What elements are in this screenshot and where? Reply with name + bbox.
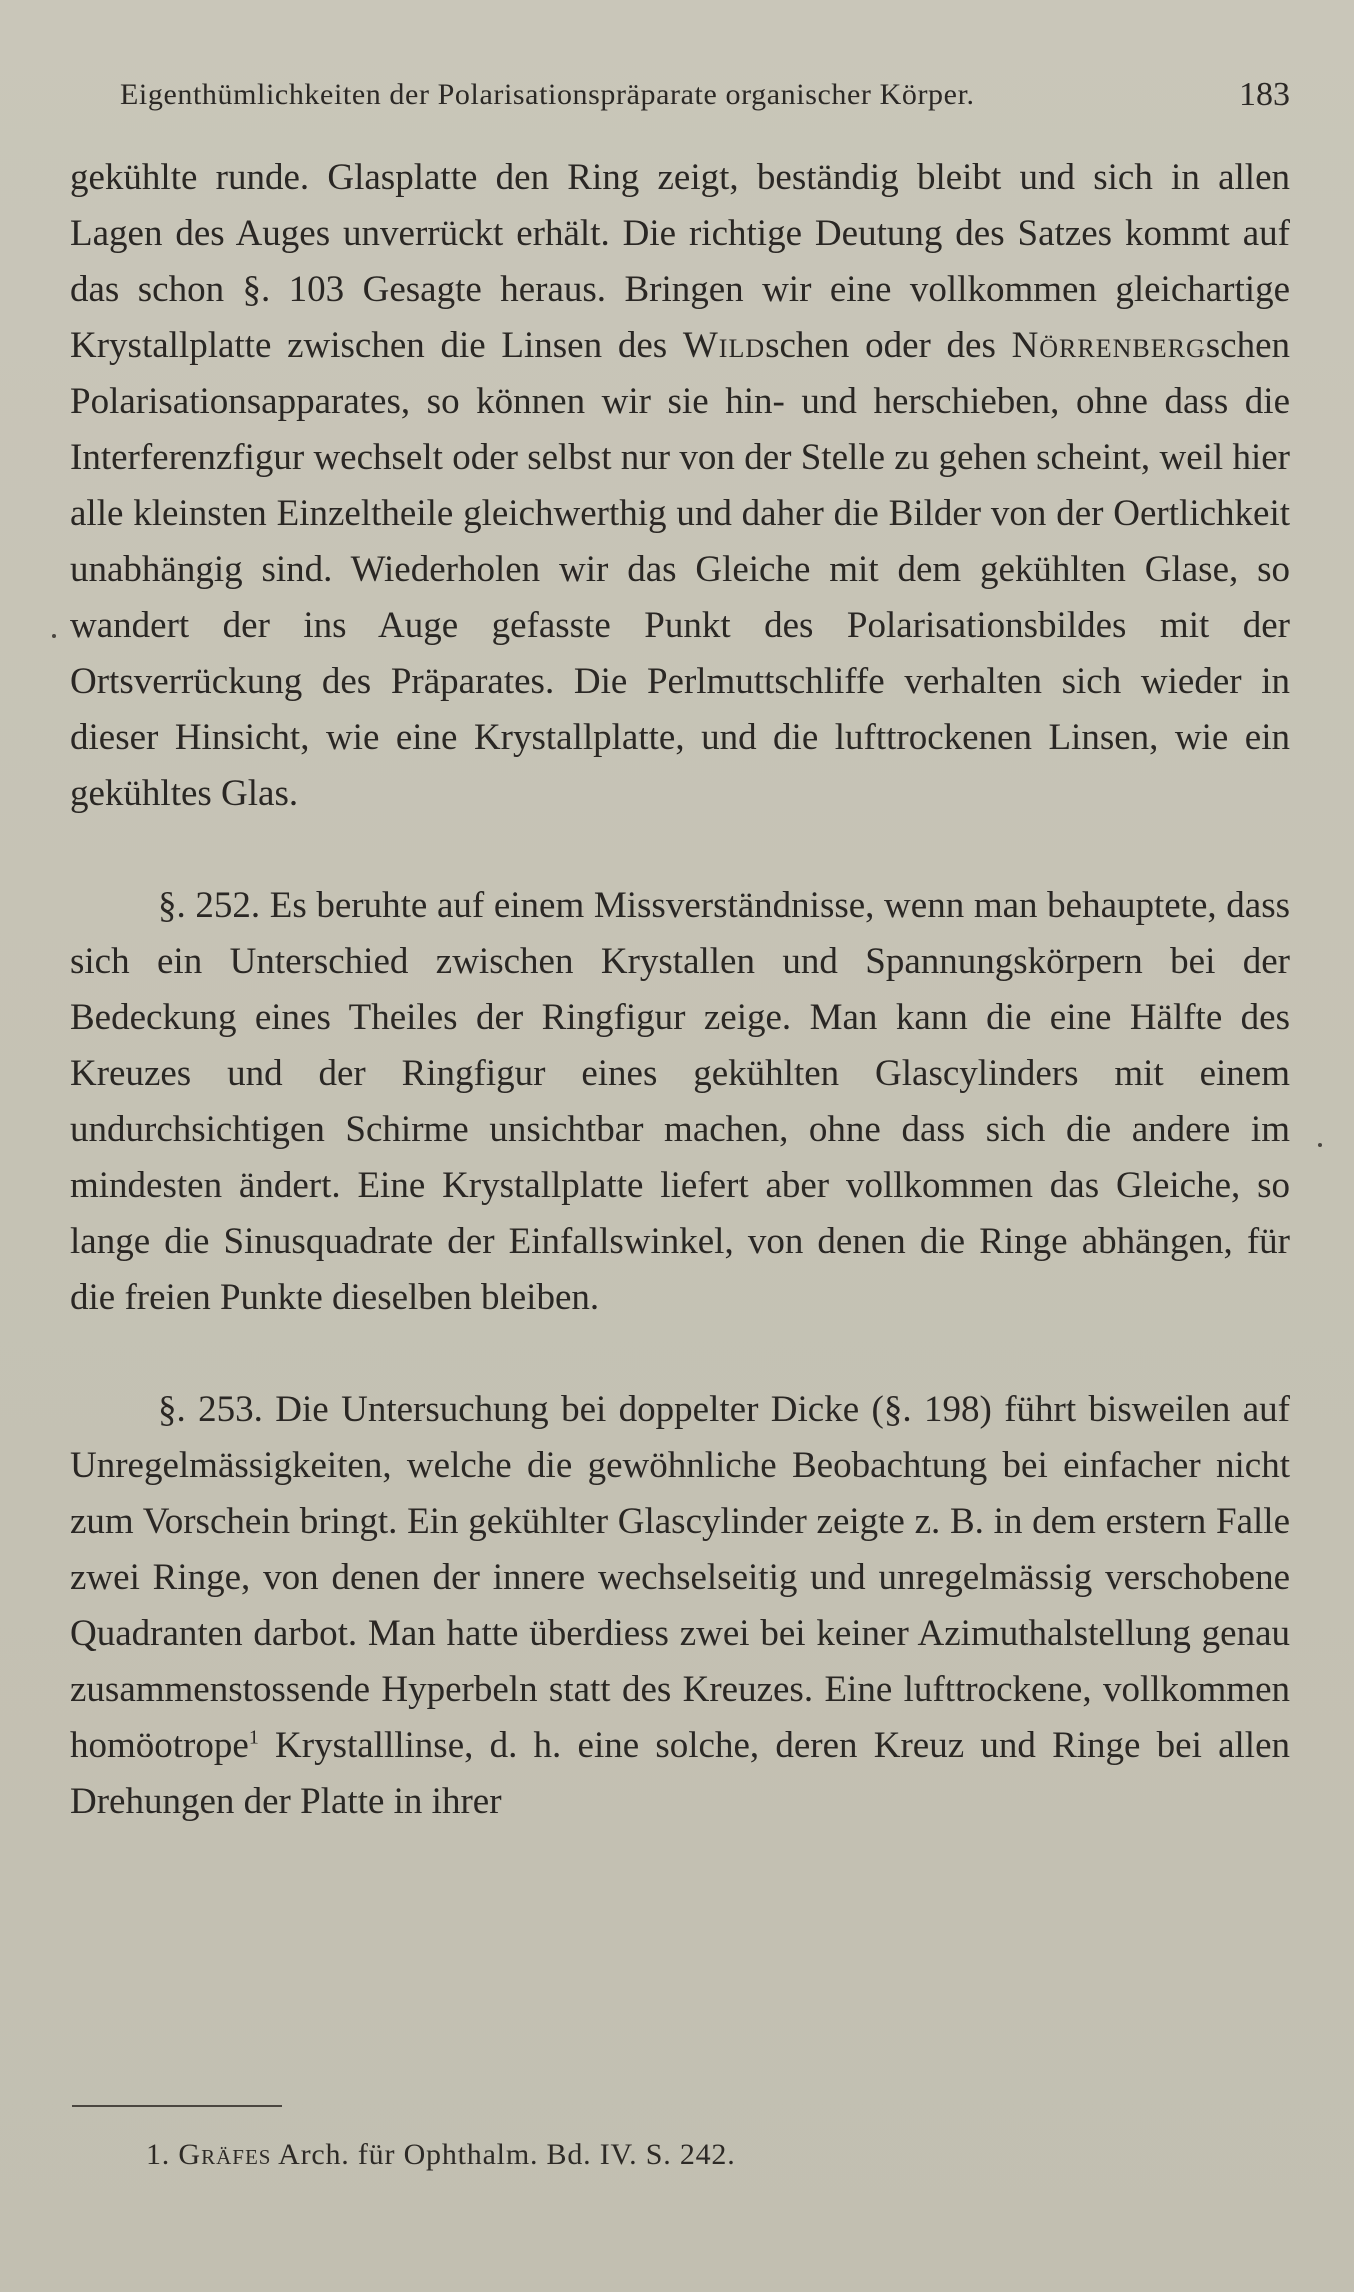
page-header xyxy=(120,78,1290,128)
margin-mark xyxy=(1318,1143,1322,1147)
footnote-number: 1. xyxy=(146,2138,171,2171)
paragraph-gap xyxy=(70,1326,1290,1382)
footnote-mark: 1 xyxy=(248,1726,259,1749)
footnote xyxy=(146,2138,736,2172)
paragraph-gap xyxy=(70,822,1290,878)
paragraph-text: Krystalllinse, d. h. eine solche, deren Kreuz und Ringe bei allen Drehungen der Platte in ihrer xyxy=(70,1725,1290,1822)
name-wild: Wild xyxy=(682,325,766,366)
footnote-rule xyxy=(72,2105,282,2107)
running-title: Eigenthümlichkeiten der Polarisationspräparate organischer Körper. xyxy=(120,78,975,111)
body-text xyxy=(70,150,1290,1830)
paragraph-253 xyxy=(70,1382,1290,1830)
paragraph-text: gekühlte runde. Glasplatte den Ring zeigt, beständig bleibt und sich in allen Lagen des Auges unverrückt erhält. Die richtige Deutung des Satzes kommt auf das schon §. 103 Gesagte heraus. Bringen wir eine vollkommen gleichartige Krystallplatte zwischen die Linsen des xyxy=(70,157,1290,366)
name-noerrenberg: Nörrenberg xyxy=(1011,325,1206,366)
footnote-author: Gräfe xyxy=(178,2138,259,2171)
paragraph-continuation xyxy=(70,150,1290,822)
paragraph-text: §. 253. Die Untersuchung bei doppelter Dicke (§. 198) führt bisweilen auf Unregelmässigkeiten, welche die gewöhnliche Beobachtung bei einfacher nicht zum Vorschein bringt. Ein gekühlter Glascylinder zeigte z. B. in dem erstern Falle zwei Ringe, von denen der innere wechselseitig und unregelmässig verschobene Quadranten darbot. Man hatte überdiess zwei bei keiner Azimuthalstellung genau zusammenstossende Hyperbeln statt des Kreuzes. Eine lufttrockene, vollkommen homöotrope xyxy=(70,1389,1290,1766)
paragraph-252: §. 252. Es beruhte auf einem Missverständnisse, wenn man behauptete, dass sich ein Unterschied zwischen Krystallen und Spannungskörpern bei der Bedeckung eines Theiles der Ringfigur zeige. Man kann die eine Hälfte des Kreuzes und der Ringfigur eines gekühlten Glascylinders mit einem undurchsichtigen Schirme unsichtbar machen, ohne dass sich die andere im mindesten ändert. Eine Krystallplatte liefert aber vollkommen das Gleiche, so lange die Sinusquadrate der Einfallswinkel, von denen die Ringe abhängen, für die freien Punkte dieselben bleiben. xyxy=(70,885,1290,1318)
page-number: 183 xyxy=(1239,76,1290,113)
paragraph-text: schen oder des xyxy=(765,325,1012,366)
margin-mark xyxy=(52,634,56,638)
footnote-text: Arch. für Ophthalm. Bd. IV. S. 242. xyxy=(271,2138,736,2171)
footnote-author-suffix: s xyxy=(258,2138,272,2171)
paragraph-text: schen Polarisationsapparates, so können wir sie hin- und herschieben, ohne dass die Interferenzfigur wechselt oder selbst nur von der Stelle zu gehen scheint, weil hier alle kleinsten Einzeltheile gleichwerthig und daher die Bilder von der Oertlichkeit unabhängig sind. Wiederholen wir das Gleiche mit dem gekühlten Glase, so wandert der ins Auge gefasste Punkt des Polarisationsbildes mit der Ortsverrückung des Präparates. Die Perlmuttschliffe verhalten sich wieder in dieser Hinsicht, wie eine Krystallplatte, und die lufttrockenen Linsen, wie ein gekühltes Glas. xyxy=(70,325,1290,814)
